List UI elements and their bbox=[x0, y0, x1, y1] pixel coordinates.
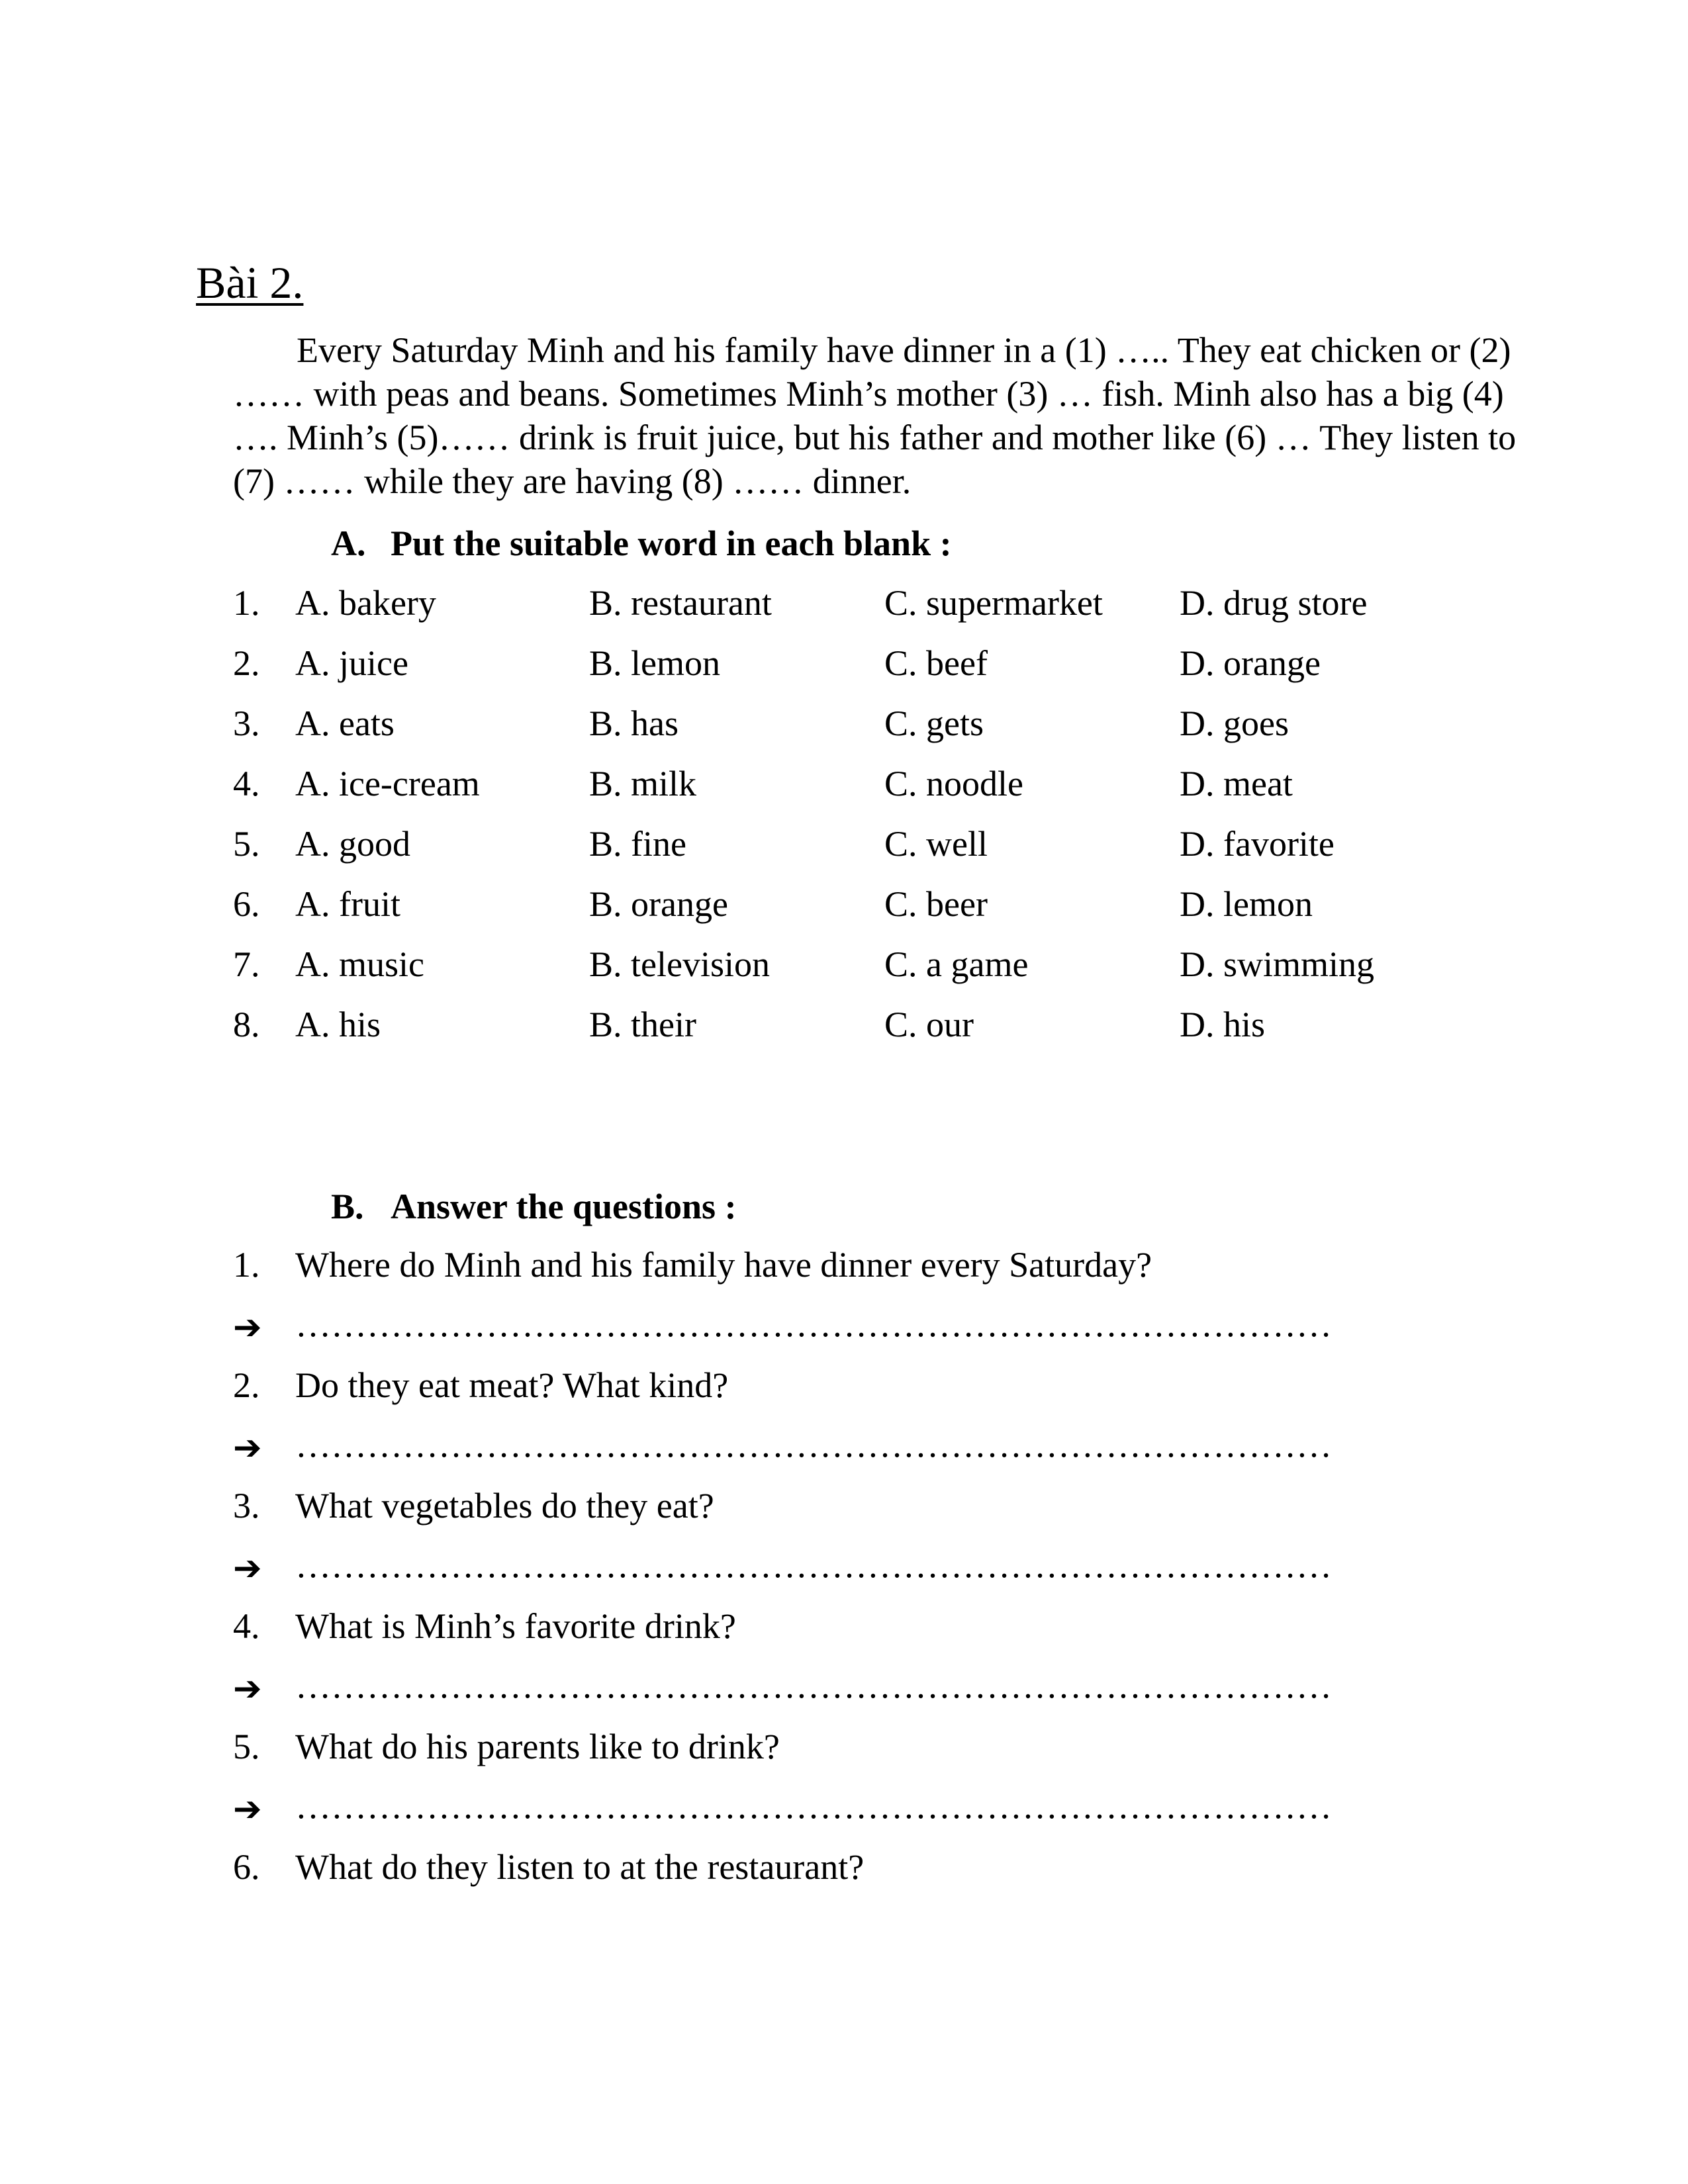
passage-line: …. Minh’s (5)…… drink is fruit juice, but his father and mother like (6) … They listen to bbox=[233, 418, 1517, 457]
option-d[interactable]: D. lemon bbox=[1180, 884, 1313, 924]
question-number: 4. bbox=[233, 1606, 260, 1646]
answer-line[interactable]: …………………………………………………………………………… bbox=[295, 1666, 1332, 1706]
item-number: 3. bbox=[233, 704, 260, 743]
option-c[interactable]: C. our bbox=[884, 1005, 974, 1044]
passage-line: …… with peas and beans. Sometimes Minh’s mother (3) … fish. Minh also has a big (4) bbox=[233, 374, 1504, 414]
answer-line[interactable]: …………………………………………………………………………… bbox=[295, 1304, 1332, 1344]
option-d[interactable]: D. meat bbox=[1180, 764, 1293, 803]
option-c[interactable]: C. gets bbox=[884, 704, 984, 743]
item-number: 7. bbox=[233, 944, 260, 984]
option-a[interactable]: A. his bbox=[295, 1005, 381, 1044]
option-d[interactable]: D. orange bbox=[1180, 643, 1321, 683]
passage-line: Every Saturday Minh and his family have dinner in a (1) ….. They eat chicken or (2) bbox=[297, 330, 1511, 370]
section-b-letter: B. bbox=[331, 1187, 364, 1226]
option-b[interactable]: B. orange bbox=[589, 884, 728, 924]
answer-line[interactable]: …………………………………………………………………………… bbox=[295, 1545, 1332, 1585]
option-a[interactable]: A. ice-cream bbox=[295, 764, 480, 803]
item-number: 4. bbox=[233, 764, 260, 803]
option-b[interactable]: B. has bbox=[589, 704, 679, 743]
option-b[interactable]: B. lemon bbox=[589, 643, 720, 683]
question-text: Where do Minh and his family have dinner every Saturday? bbox=[295, 1245, 1152, 1285]
option-a[interactable]: A. juice bbox=[295, 643, 408, 683]
arrow-right-icon: ➔ bbox=[233, 1669, 262, 1709]
option-d[interactable]: D. drug store bbox=[1180, 583, 1368, 623]
option-d[interactable]: D. favorite bbox=[1180, 824, 1335, 864]
section-a-heading bbox=[331, 523, 952, 564]
option-c[interactable]: C. well bbox=[884, 824, 988, 864]
question-number: 3. bbox=[233, 1486, 260, 1525]
reading-passage bbox=[233, 328, 1610, 503]
item-number: 8. bbox=[233, 1005, 260, 1044]
option-b[interactable]: B. fine bbox=[589, 824, 686, 864]
option-b[interactable]: B. television bbox=[589, 944, 770, 984]
question-text: What is Minh’s favorite drink? bbox=[295, 1606, 736, 1646]
option-b[interactable]: B. their bbox=[589, 1005, 696, 1044]
question-number: 2. bbox=[233, 1365, 260, 1405]
arrow-right-icon: ➔ bbox=[233, 1428, 262, 1468]
item-number: 5. bbox=[233, 824, 260, 864]
question-number: 5. bbox=[233, 1727, 260, 1766]
option-a[interactable]: A. bakery bbox=[295, 583, 436, 623]
item-number: 1. bbox=[233, 583, 260, 623]
question-number: 6. bbox=[233, 1847, 260, 1887]
exercise-title: Bài 2. bbox=[196, 257, 304, 308]
question-text: What vegetables do they eat? bbox=[295, 1486, 714, 1525]
item-number: 6. bbox=[233, 884, 260, 924]
answer-line[interactable]: …………………………………………………………………………… bbox=[295, 1425, 1332, 1465]
section-b-title: Answer the questions : bbox=[391, 1187, 737, 1226]
option-b[interactable]: B. milk bbox=[589, 764, 697, 803]
option-d[interactable]: D. his bbox=[1180, 1005, 1266, 1044]
option-c[interactable]: C. beef bbox=[884, 643, 988, 683]
option-c[interactable]: C. supermarket bbox=[884, 583, 1103, 623]
passage-line: (7) …… while they are having (8) …… dinner. bbox=[233, 461, 912, 501]
arrow-right-icon: ➔ bbox=[233, 1308, 262, 1347]
question-text: What do his parents like to drink? bbox=[295, 1727, 780, 1766]
option-b[interactable]: B. restaurant bbox=[589, 583, 772, 623]
option-a[interactable]: A. eats bbox=[295, 704, 395, 743]
option-d[interactable]: D. swimming bbox=[1180, 944, 1375, 984]
option-a[interactable]: A. good bbox=[295, 824, 410, 864]
section-a-title: Put the suitable word in each blank : bbox=[391, 523, 952, 563]
option-d[interactable]: D. goes bbox=[1180, 704, 1289, 743]
question-number: 1. bbox=[233, 1245, 260, 1285]
question-text: What do they listen to at the restaurant? bbox=[295, 1847, 865, 1887]
option-a[interactable]: A. music bbox=[295, 944, 424, 984]
answer-line[interactable]: …………………………………………………………………………… bbox=[295, 1786, 1332, 1826]
section-b-heading bbox=[331, 1186, 737, 1227]
arrow-right-icon: ➔ bbox=[233, 1549, 262, 1588]
item-number: 2. bbox=[233, 643, 260, 683]
arrow-right-icon: ➔ bbox=[233, 1790, 262, 1829]
option-c[interactable]: C. noodle bbox=[884, 764, 1023, 803]
option-a[interactable]: A. fruit bbox=[295, 884, 400, 924]
option-c[interactable]: C. beer bbox=[884, 884, 988, 924]
section-a-letter: A. bbox=[331, 523, 366, 563]
question-text: Do they eat meat? What kind? bbox=[295, 1365, 729, 1405]
option-c[interactable]: C. a game bbox=[884, 944, 1029, 984]
